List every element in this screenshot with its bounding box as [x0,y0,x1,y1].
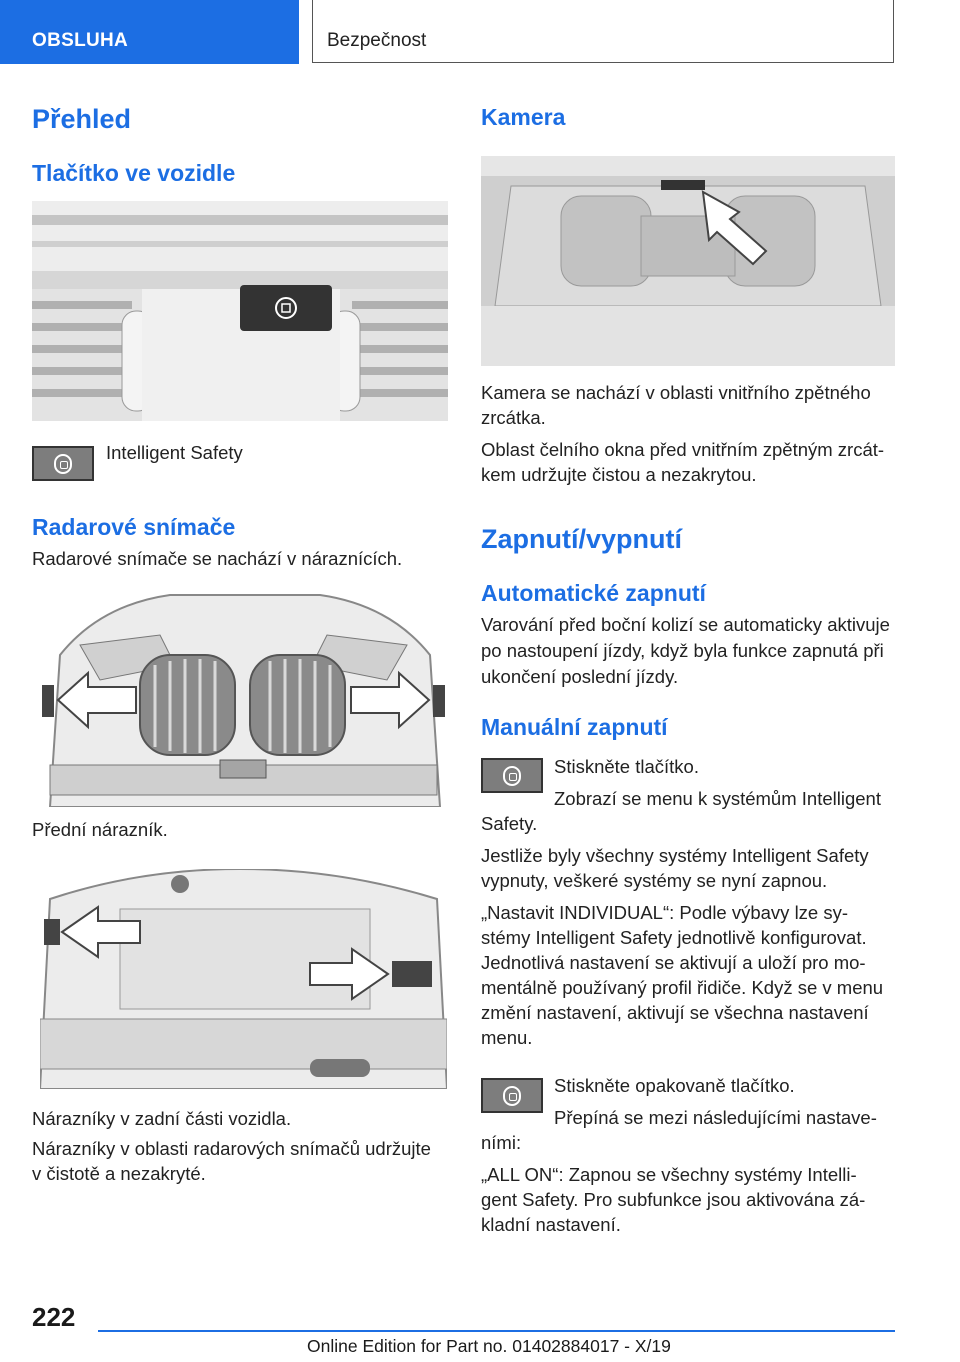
intelligent-safety-icon [503,766,521,786]
radar-heading: Radarové snímače [32,514,236,540]
page-title: Přehled [32,104,132,134]
front-bumper-illustration [40,585,447,807]
p1-line-b: vypnuty, veškeré systémy se nyní zapnou. [481,870,828,891]
section-tab[interactable] [0,0,299,64]
p2-line-f: menu. [481,1027,533,1048]
p3-line-c: kladní nastavení. [481,1214,621,1235]
p2-line-b: stémy Intelligent Safety jednotlivě konfigurovat. [481,927,867,948]
camera-text-1b: zrcátka. [481,407,546,428]
auto-text-a: Varování před boční kolizí se automaticky aktivuje [481,614,890,635]
camera-text-1a: Kamera se nachází v oblasti vnitřního zpětného [481,382,871,403]
radar-text: Radarové snímače se nachází v náraznících. [32,548,403,569]
manual-heading: Manuální zapnutí [481,714,668,740]
page-number: 222 [32,1302,76,1332]
auto-text-c: ukončení poslední jízdy. [481,666,679,687]
dashboard-button-illustration [32,201,448,421]
step1-info-a: Zobrazí se menu k systémům Intelligent [554,788,881,809]
rear-caption: Nárazníky v zadní části vozidla. [32,1108,292,1129]
button-caption: Intelligent Safety [106,442,243,463]
keep-clean-line-1: Nárazníky v oblasti radarových snímačů udržujte [32,1138,431,1159]
step2-info-b: ními: [481,1132,522,1153]
footer-divider [98,1330,895,1332]
p2-line-c: Jednotlivá nastavení se aktivují a uloží pro mo- [481,952,866,973]
rear-bumper-illustration [40,869,447,1089]
camera-text-2b: kem udržujte čistou a nezakrytou. [481,464,757,485]
p2-line-d: mentálně používaný profil řidiče. Když se v menu [481,977,884,998]
intelligent-safety-button-step2[interactable] [481,1078,543,1113]
step1-info-b: Safety. [481,813,538,834]
p3-line-a: „ALL ON“: Zapnou se všechny systémy Intelli- [481,1164,857,1185]
button-heading: Tlačítko ve vozidle [32,160,236,186]
p2-line-e: změní nastavení, aktivují se všechna nastavení [481,1002,869,1023]
intelligent-safety-icon [503,1086,521,1106]
p3-line-b: gent Safety. Pro subfunkce jsou aktivována zá- [481,1189,866,1210]
camera-illustration [481,156,895,366]
auto-text-b: po nastoupení jízdy, když byla funkce zapnutá při [481,640,884,661]
step2-info-a: Přepíná se mezi následujícími nastave- [554,1107,877,1128]
intelligent-safety-button[interactable] [32,446,94,481]
chapter-title: Bezpečnost [327,30,427,51]
camera-text-2a: Oblast čelního okna před vnitřním zpětným zrcát- [481,439,885,460]
p1-line-a: Jestliže byly všechny systémy Intelligent Safety [481,845,869,866]
camera-heading: Kamera [481,104,566,130]
auto-heading: Automatické zapnutí [481,580,706,606]
keep-clean-line-2: v čistotě a nezakryté. [32,1163,206,1184]
intelligent-safety-button-step1[interactable] [481,758,543,793]
step1-text: Stiskněte tlačítko. [554,756,699,777]
intelligent-safety-icon [54,454,72,474]
section-tab-label: OBSLUHA [32,30,129,51]
chapter-tab [312,0,894,63]
step2-text: Stiskněte opakovaně tlačítko. [554,1075,795,1096]
front-caption: Přední nárazník. [32,819,168,840]
onoff-heading: Zapnutí/vypnutí [481,524,682,554]
p2-line-a: „Nastavit INDIVIDUAL“: Podle výbavy lze sy- [481,902,849,923]
edition-note: Online Edition for Part no. 01402884017 - X/19 [307,1336,671,1356]
